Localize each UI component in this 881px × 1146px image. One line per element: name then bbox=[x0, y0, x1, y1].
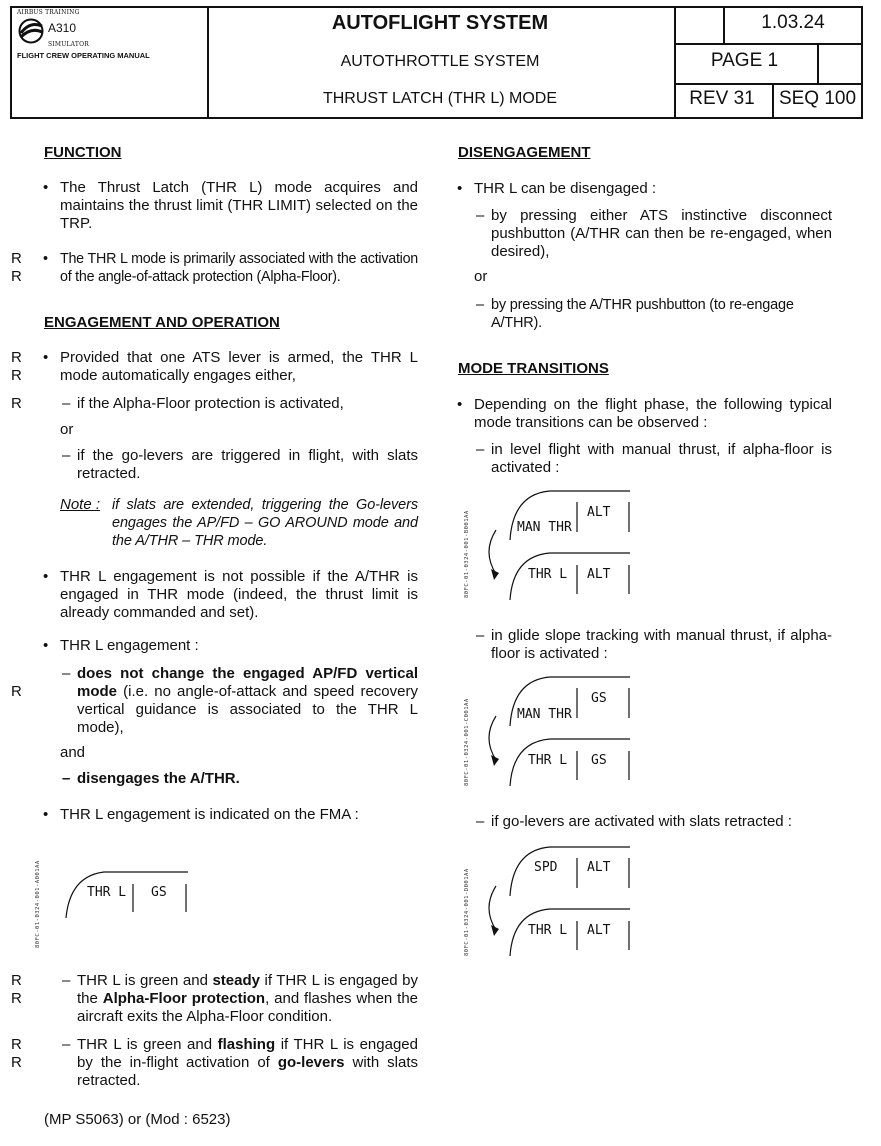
engagement-dash-vertical-mode: – does not change the engaged AP/FD vertical mode (i.e. no angle-of-attack and speed recovery vertical guidance is associated to the THR L mode), bbox=[77, 665, 418, 737]
diagram-mode: THR L bbox=[528, 567, 568, 582]
mode-transitions-heading: MODE TRANSITIONS bbox=[458, 360, 609, 377]
revision-mark: R bbox=[11, 972, 22, 989]
engagement-bullet-4: • THR L engagement is indicated on the FMA : bbox=[60, 806, 418, 824]
revision-mark: R bbox=[11, 250, 22, 267]
fma-right-mode: GS bbox=[151, 885, 167, 900]
diagram-mode: THR L bbox=[528, 753, 568, 768]
transition-diagram-glide-slope bbox=[480, 676, 635, 788]
diagram-mode: GS bbox=[591, 691, 607, 706]
note-text: if slats are extended, triggering the Go-levers engages the AP/FD – GO AROUND mode and the A/THR – THR mode. bbox=[112, 497, 418, 549]
sequence-number: SEQ 100 bbox=[778, 88, 857, 109]
diagram-mode: ALT bbox=[587, 923, 611, 938]
flashing-indication: – THR L is green and flashing if THR L is engaged by the in-flight activation of go-levers with slats retracted. bbox=[77, 1036, 418, 1090]
engagement-bullet-2: • THR L engagement is not possible if the A/THR is engaged in THR mode (indeed, the thrust limit is already commanded and set). bbox=[60, 568, 418, 622]
diagram-mode: THR L bbox=[528, 923, 568, 938]
transition-level-flight: – in level flight with manual thrust, if alpha-floor is activated : bbox=[491, 441, 832, 477]
airbus-logo-icon bbox=[18, 18, 44, 44]
diagram-mode: ALT bbox=[587, 860, 611, 875]
figure-code: 80FC-01-0324-001-A001AA bbox=[35, 860, 41, 948]
engagement-dash-disengage: – disengages the A/THR. bbox=[77, 770, 418, 788]
engagement-heading: ENGAGEMENT AND OPERATION bbox=[44, 314, 280, 331]
logo-simulator: SIMULATOR bbox=[48, 41, 89, 48]
fma-left-mode: THR L bbox=[87, 885, 127, 900]
page-section: THRUST LATCH (THR L) MODE bbox=[322, 90, 558, 107]
function-bullet-2: • The THR L mode is primarily associated with the activation of the angle-of-attack protection (Alpha-Floor). bbox=[60, 250, 418, 286]
modification-reference: (MP S5063) or (Mod : 6523) bbox=[44, 1111, 231, 1128]
revision-mark: R bbox=[11, 268, 22, 285]
page-subtitle: AUTOTHROTTLE SYSTEM bbox=[340, 53, 540, 70]
logo-top-text: AIRBUS TRAINING bbox=[17, 9, 80, 16]
note-label: Note : bbox=[60, 496, 101, 513]
logo-aircraft: A310 bbox=[48, 21, 77, 35]
fma-thr-l-gs-diagram bbox=[64, 868, 194, 920]
figure-code: 80FC-01-0324-001-B001AA bbox=[464, 510, 470, 598]
logo-manual: FLIGHT CREW OPERATING MANUAL bbox=[17, 51, 150, 60]
revision-mark: R bbox=[11, 1036, 22, 1053]
disengage-athr-pb: – by pressing the A/THR pushbutton (to re-engage A/THR). bbox=[491, 296, 832, 332]
revision-mark: R bbox=[11, 1054, 22, 1071]
revision-number: REV 31 bbox=[689, 88, 755, 109]
or-text: or bbox=[60, 421, 74, 438]
engagement-dash-alpha-floor: – if the Alpha-Floor protection is activated, bbox=[77, 395, 418, 413]
engagement-dash-go-levers: – if the go-levers are triggered in flight, with slats retracted. bbox=[77, 447, 418, 483]
engagement-bullet-3: • THR L engagement : bbox=[60, 637, 418, 655]
revision-mark: R bbox=[11, 367, 22, 384]
diagram-mode: ALT bbox=[587, 505, 611, 520]
diagram-mode: MAN THR bbox=[517, 707, 572, 722]
transition-glide-slope: – in glide slope tracking with manual thrust, if alpha-floor is activated : bbox=[491, 627, 832, 663]
steady-indication: – THR L is green and steady if THR L is engaged by the Alpha-Floor protection, and flashes when the aircraft exits the Alpha-Floor condition. bbox=[77, 972, 418, 1026]
transition-diagram-level-flight bbox=[480, 490, 635, 602]
diagram-mode: SPD bbox=[534, 860, 558, 875]
function-heading: FUNCTION bbox=[44, 144, 122, 161]
disengagement-heading: DISENGAGEMENT bbox=[458, 144, 591, 161]
disengage-instinctive-pb: – by pressing either ATS instinctive disconnect pushbutton (A/THR can then be re-engaged, when desired), bbox=[491, 207, 832, 261]
function-bullet-1: • The Thrust Latch (THR L) mode acquires and maintains the thrust limit (THR LIMIT) selected on the TRP. bbox=[60, 179, 418, 233]
revision-mark: R bbox=[11, 990, 22, 1007]
page-title: AUTOFLIGHT SYSTEM bbox=[331, 12, 549, 34]
doc-reference: 1.03.24 bbox=[761, 12, 825, 33]
figure-code: 80FC-01-0324-001-C001AA bbox=[464, 698, 470, 786]
and-text: and bbox=[60, 744, 86, 761]
revision-mark: R bbox=[11, 395, 22, 412]
page-number: PAGE 1 bbox=[710, 50, 779, 71]
mode-transitions-bullet: • Depending on the flight phase, the following typical mode transitions can be observed : bbox=[474, 396, 832, 432]
transition-go-levers: – if go-levers are activated with slats retracted : bbox=[491, 813, 836, 831]
transition-diagram-go-levers bbox=[480, 846, 635, 958]
revision-mark: R bbox=[11, 349, 22, 366]
revision-mark: R bbox=[11, 683, 22, 700]
diagram-mode: GS bbox=[591, 753, 607, 768]
engagement-bullet-1: • Provided that one ATS lever is armed, the THR L mode automatically engages either, bbox=[60, 349, 418, 385]
diagram-mode: ALT bbox=[587, 567, 611, 582]
figure-code: 80FC-01-0324-001-D001AA bbox=[464, 868, 470, 956]
disengagement-bullet: • THR L can be disengaged : bbox=[474, 180, 832, 198]
diagram-mode: MAN THR bbox=[517, 520, 572, 535]
or-text: or bbox=[474, 268, 488, 285]
